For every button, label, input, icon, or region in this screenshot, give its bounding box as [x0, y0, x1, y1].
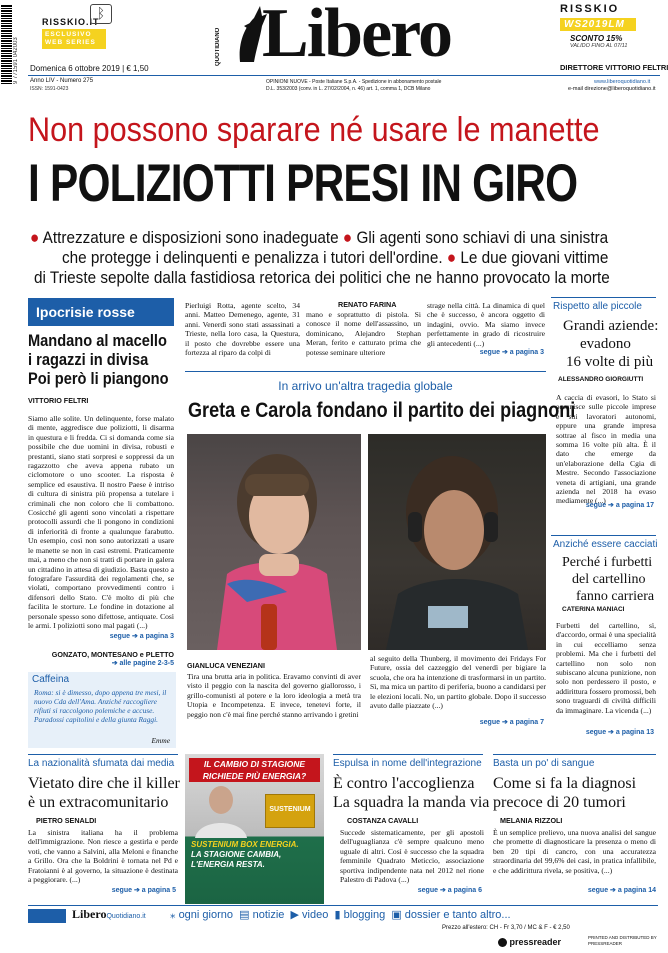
right1-body: A caccia di evasori, lo Stato si accanisce sulle piccole imprese e sui lavoratori autonomi, eppure una grande impresa sottrae al fisco in media una somma 16 volte più alta. È il dato che emerge da un'elaborazione della Cgia di Mestre. Secondo l'associazione veneta di artigiani, una grande azienda nel 2018 ha evaso mediamente (...) — [556, 393, 656, 506]
greta-kicker: In arrivo un'altra tragedia globale — [278, 379, 453, 393]
document-icon: ▤ — [239, 909, 250, 921]
editorial-title-3[interactable]: Poi però li piangono — [28, 369, 169, 388]
greta-col1: Tira una brutta aria in politica. Eravamo convinti di aver visto il peggio con la nascita del governo giallorosso, i grillo-comunisti al potere e la loro ideologia a metà tra Utopia e Incompetenza. E invece, tenetevi forte, il peggio non c'è mai fine perché stanno arrivando i gretini — [187, 672, 361, 719]
left-promo-brand: RISSKIO.IT — [42, 17, 100, 27]
bottom1-body: La sinistra italiana ha il problema dell'immigrazione. Non riesce a gestirla e perde voti, che vanno a Salvini, alla Meloni e finanche a Grillo. Ora che la Boldrini è tornata nel Pd e Fratoianni è al governo, la situazione è destinata a peggiorare. (...) — [28, 828, 178, 885]
right1-rule — [551, 297, 656, 298]
bottom2-follow-link[interactable]: segue ➔ a pagina 6 — [417, 887, 482, 894]
bottom1-follow-link[interactable]: segue ➔ a pagina 5 — [111, 887, 176, 894]
right-promo-brand: RISSKIO — [560, 3, 620, 15]
bottom3-title-1[interactable]: Come si fa la diagnosi — [493, 775, 637, 792]
editorial-others: GONZATO, MONTESANO e PLETTO — [51, 650, 174, 659]
editorial-body: Siamo alle solite. Un delinquente, forse malato di mente, aggredisce due poliziotti, li disarma in questura e li fredda. Ci si domanda come sia possibile che due uomini in divisa, robusti e prestanti, siano stati sorpresi e soppressi da un ragazzotto che aveva appena rubato un ciclomotore o uno scooter. La risposta è semplice ed esaustiva. Il nostro Paese è intriso di cultura di sinistra più propensa a tutelare i criminali che non coloro che li combattono. Cosicché gli agenti sono vincolati a rispettare protocolli assurdi che li pongono in condizioni di inferiorità di fronte a qualunque farabutto. Un esempio, così non sono autorizzati a usare le manette se non in casi estremi. Praticamente mai, a meno che non si tratti di portare in galera un cittadino in attesa di giudizio. Basta questo a fotografare l'assurdità dei regolamenti che, se violati, comportano provvedimenti contro i difensori dello Stato. C'è molto di più che facilita le storture. Le fondine in dotazione al personale spesso sono difettose, antiquate. Così le armi. I poliziotti sono mal pagati (...) — [28, 414, 174, 630]
ad-sustenium[interactable] — [185, 754, 324, 904]
bottom3-label: Basta un po' di sangue — [493, 758, 595, 769]
caffeina-body: Roma: si è dimesso, dopo appena tre mesi, il nuovo Cda dell'Ama. Anziché raccogliere rifiuti si raccolgono polemiche e accuse. Paradossi capitolini e della giunta Raggi. — [34, 688, 167, 724]
right2-label: Anziché essere cacciati — [553, 539, 658, 550]
footer-item-dossier[interactable]: dossier — [404, 909, 441, 921]
right2-title-1[interactable]: Perché i furbetti — [562, 555, 653, 570]
pressreader-logo[interactable]: pressreader — [498, 937, 561, 947]
ad-claim-2: LA STAGIONE CAMBIA, — [191, 850, 282, 859]
masthead-rule — [28, 75, 660, 76]
r-logo-icon: ᛒ — [90, 4, 112, 24]
star-icon: ⁎ — [170, 909, 176, 921]
right2-author: CATERINA MANIACI — [562, 606, 625, 613]
greta-col2: al seguito della Thunberg, il movimento dei Fridays For Future, ossia del cazzeggio del venerdì per bigiare la scuola, che ora ha intenzione di trasformarsi in un partito. Sì, ma mica un partito di periferia, buono a candidarsi per le elezioni locali. No, un partito globale. Dopo il successo avuto dalle piazzate (...) — [370, 654, 546, 711]
editorial-author: VITTORIO FELTRI — [28, 396, 89, 405]
footer-brand-bar — [28, 909, 66, 923]
right2-body: Furbetti del cartellino, sì, d'accordo, ormai è una specialità in cui eccelliamo senza problemi. Ma che i furbetti del cartellino non solo non subiscano alcuna punizione, non solo non perdessero il posto, e addirittura fossero promossi, beh sono traguardi di civiltà difficili da immaginare. La vicenda (...) — [556, 621, 656, 715]
footer-item-notizie[interactable]: notizie — [252, 909, 285, 921]
ad-headline-2: RICHIEDE PIÙ ENERGIA? — [189, 770, 320, 782]
pressreader-icon — [498, 938, 507, 947]
bullet-icon: ● — [342, 228, 353, 247]
right2-follow-link[interactable]: segue ➔ a pagina 13 — [585, 729, 654, 736]
greta-author: GIANLUCA VENEZIANI — [187, 661, 265, 670]
ad-product-name: SUSTENIUM — [269, 806, 311, 813]
footer — [28, 905, 658, 951]
lead-summary-line3: di Trieste sepolte dalla fastidiosa retorica dei politici che ne hanno provocato la morte — [34, 268, 610, 287]
ad-person-image — [191, 784, 251, 838]
postal-info-1: OPINIONI NUOVE - Poste Italiane S.p.A. - Spedizione in abbonamento postale — [266, 79, 442, 85]
caffeina-box — [28, 672, 176, 748]
right1-title-1[interactable]: Grandi aziende: — [563, 318, 659, 334]
bottom3-title-2[interactable]: precoce di 20 tumori — [493, 794, 626, 811]
right2-title-3[interactable]: fanno carriera — [576, 589, 655, 604]
farina-follow-link[interactable]: segue ➔ a pagina 3 — [479, 349, 544, 356]
logo[interactable]: Libero — [262, 0, 451, 72]
bottom2-rule — [333, 754, 483, 755]
editorial-title-2[interactable]: i ragazzi in divisa — [28, 350, 149, 369]
video-icon: ▶ — [290, 909, 299, 921]
farina-col1: Pierluigi Rotta, agente scelto, 34 anni. Matteo Demenego, agente, 31 anni. Venerdì sono stati assassinati a Trieste, nella loro casa, la Questura, il posto che dovrebbe essere una fortezza al riparo da colpi di — [185, 301, 300, 358]
bottom2-title-1[interactable]: È contro l'accoglienza — [333, 775, 475, 792]
barcode-number: 9 771591 042003 — [13, 37, 19, 84]
email-link[interactable]: e-mail direzione@liberoquotidiano.it — [568, 86, 656, 92]
bottom1-title-1[interactable]: Vietato dire che il killer — [28, 775, 180, 792]
editorial-title-1[interactable]: Mandano al macello — [28, 331, 167, 350]
right1-author: ALESSANDRO GIORGIUTTI — [558, 376, 644, 383]
bullet-icon: ● — [446, 248, 457, 267]
footer-abroad-price: Prezzo all'estero: CH - Fr 3,70 / MC & F - € 2,50 — [442, 925, 570, 931]
right2-rule — [551, 535, 656, 536]
bottom2-body: Succede sistematicamente, per gli apostoli dell'uguaglianza c'è sempre qualcuno meno uguale di altri. Così è successo che la squadra femminile Quadrato Meticcio, associazione sportiva indipendente nata nel 2012 nel rione Palestro di Padova (...) — [340, 828, 484, 885]
footer-item-video[interactable]: video — [302, 909, 329, 921]
caffeina-title: Caffeina — [32, 674, 70, 685]
right-promo-valid: VALIDO FINO AL 07/11 — [570, 43, 628, 49]
farina-col3: strage nella città. La dinamica di quel che è successo, è ancora oggetto di indagini, ovvio. Ma siamo invece perfettamente in grado di ricostruire gli antecedenti (...) — [427, 301, 545, 348]
issue: Anno LIV - Numero 275 — [30, 78, 94, 84]
right2-title-2[interactable]: del cartellino — [572, 572, 646, 587]
ad-headline-1: IL CAMBIO DI STAGIONE — [189, 758, 320, 770]
bottom2-label: Espulsa in nome dell'integrazione — [333, 758, 482, 769]
footer-rule — [28, 905, 658, 906]
issn: ISSN: 1591-0423 — [30, 86, 69, 92]
director: DIRETTORE VITTORIO FELTRI — [560, 63, 668, 72]
farina-author: RENATO FARINA — [338, 300, 397, 309]
website-link[interactable]: www.liberoquotidiano.it — [594, 79, 651, 85]
editorial-others-link[interactable]: ➔ alle pagine 2-3-5 — [111, 660, 174, 667]
bottom1-author: PIETRO SENALDI — [36, 816, 97, 825]
bullet-icon: ● — [30, 228, 40, 247]
pressreader-note: PRINTED AND DISTRIBUTED BY PRESSREADER — [588, 935, 657, 946]
greta-rule — [185, 371, 546, 372]
barcode — [1, 4, 12, 84]
bottom3-rule — [493, 754, 656, 755]
greta-photo[interactable] — [187, 434, 361, 650]
bottom2-author: COSTANZA CAVALLI — [347, 816, 419, 825]
greta-follow-link[interactable]: segue ➔ a pagina 7 — [479, 719, 544, 726]
bottom2-title-2[interactable]: La squadra la manda via — [333, 794, 490, 811]
right1-title-2[interactable]: evadono — [580, 336, 631, 352]
masthead — [0, 0, 668, 92]
right-promo-discount: SCONTO 15% — [570, 34, 623, 43]
postal-info-2: D.L. 353/2003 (conv. in L. 27/02/2004, n. 46) art. 1, comma 1, DCB Milano — [266, 86, 431, 92]
bottom1-rule — [28, 754, 178, 755]
bottom3-body: È un semplice prelievo, una nuova analisi del sangue che promette di diagnosticare la presenza o meno di ben 20 tipi di cancro, con una accuratezza straordinaria del 99,6% dei casi, in pratica infallibile, e che addirittura rivela, se positiva, (...) — [493, 828, 656, 875]
logo-side-text: QUOTIDIANO — [215, 27, 221, 66]
footer-item-ogni-giorno[interactable]: ogni giorno — [178, 909, 233, 921]
ad-product-box — [265, 794, 315, 828]
footer-item-blogging[interactable]: blogging — [343, 909, 386, 921]
folder-icon: ▣ — [391, 909, 402, 921]
bottom3-author: MELANIA RIZZOLI — [500, 816, 563, 825]
lead-summary-line2: che protegge i delinquenti e penalizza i tutori dell'ordine. ● Le due giovani vittime — [62, 248, 609, 267]
date: Domenica 6 ottobre 2019 | € 1,50 — [30, 64, 149, 73]
bottom1-label: La nazionalità sfumata dai media — [28, 758, 175, 769]
footer-nav — [170, 908, 511, 921]
ad-claim-1: SUSTENIUM BOX ENERGIA. — [191, 840, 299, 849]
carola-photo[interactable] — [368, 434, 546, 650]
editorial-label: Ipocrisie rosse — [28, 298, 174, 326]
right1-label: Rispetto alle piccole — [553, 301, 642, 312]
right1-title-3[interactable]: 16 volte di più — [566, 354, 654, 370]
greta-headline[interactable]: Greta e Carola fondano il partito dei piagnoni — [188, 399, 576, 422]
farina-col2: mano e soprattutto di pistola. Si conosce il nome dell'assassino, un dominicano, Alejandro Stephan Meran, ferito e catturato prima che potesse seminare ulteriore — [306, 310, 421, 357]
lead-summary-line1: ● Attrezzature e disposizioni sono inadeguate ● Gli agenti sono schiavi di una sinistra — [30, 228, 609, 247]
editorial — [28, 298, 176, 710]
lead-kicker[interactable]: Non possono sparare né usare le manette — [28, 111, 600, 149]
bottom1-title-2[interactable]: è un extracomunitario — [28, 794, 169, 811]
footer-item-more[interactable]: e tanto altro... — [443, 909, 511, 921]
right1-follow-link[interactable]: segue ➔ a pagina 17 — [585, 502, 654, 509]
caffeina-sign: Emme — [151, 736, 170, 745]
bottom3-follow-link[interactable]: segue ➔ a pagina 14 — [587, 887, 656, 894]
lead-headline[interactable]: I POLIZIOTTI PRESI IN GIRO — [28, 154, 578, 213]
chart-icon: ▮ — [334, 909, 341, 921]
footer-brand[interactable]: LiberoQuotidiano.it — [72, 907, 146, 921]
right-promo-code: WS2019LM — [560, 18, 636, 31]
ad-claim-3: L'ENERGIA RESTA. — [191, 860, 265, 869]
editorial-follow-link[interactable]: segue ➔ a pagina 3 — [109, 633, 174, 640]
left-promo-badge: ESCLUSIVO WEB SERIES — [42, 29, 106, 49]
